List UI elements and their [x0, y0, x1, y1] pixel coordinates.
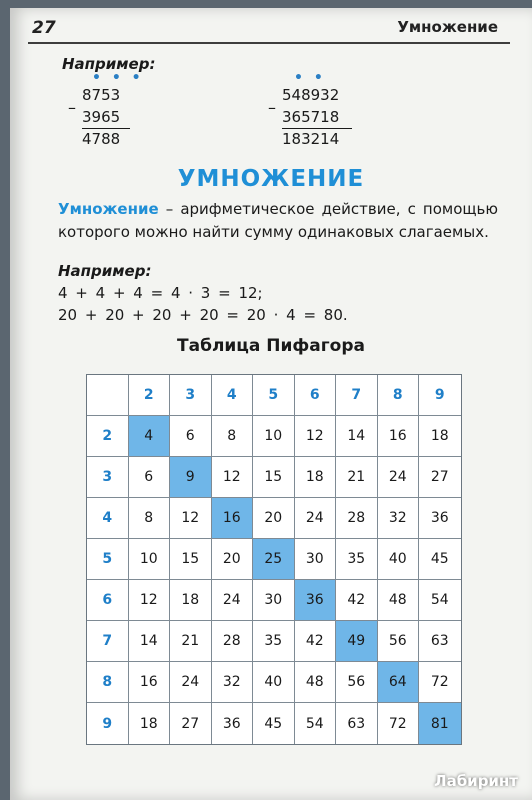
product-cell: 16 — [378, 416, 420, 457]
product-cell: 36 — [212, 703, 254, 744]
minus-sign-right: – — [268, 98, 276, 117]
product-cell: 45 — [253, 703, 295, 744]
product-cell: 40 — [378, 539, 420, 580]
product-cell: 16 — [129, 662, 171, 703]
product-cell: 32 — [378, 498, 420, 539]
product-cell: 48 — [295, 662, 337, 703]
sum-line-right — [282, 128, 352, 129]
running-title: Умножение — [397, 18, 498, 36]
product-cell: 32 — [212, 662, 254, 703]
row-header: 4 — [87, 498, 129, 539]
product-cell: 56 — [378, 621, 420, 662]
row-header: 2 — [87, 416, 129, 457]
square-cell: 16 — [212, 498, 254, 539]
product-cell: 27 — [170, 703, 212, 744]
definition-term: Умножение — [58, 200, 159, 218]
column-header: 2 — [129, 375, 171, 416]
row-header: 5 — [87, 539, 129, 580]
table-title: Таблица Пифагора — [177, 336, 365, 356]
product-cell: 35 — [336, 539, 378, 580]
square-cell: 36 — [295, 580, 337, 621]
product-cell: 6 — [170, 416, 212, 457]
example-line-1: 4 + 4 + 4 = 4 · 3 = 12; — [58, 284, 263, 302]
example-line-2: 20 + 20 + 20 + 20 = 20 · 4 = 80. — [58, 306, 348, 324]
definition-paragraph — [58, 198, 498, 244]
product-cell: 36 — [419, 498, 461, 539]
product-cell: 8 — [212, 416, 254, 457]
product-cell: 8 — [129, 498, 171, 539]
square-cell: 64 — [378, 662, 420, 703]
header-rule — [28, 42, 510, 44]
sum-line-left — [82, 128, 130, 129]
product-cell: 54 — [419, 580, 461, 621]
product-cell: 14 — [336, 416, 378, 457]
row-header: 3 — [87, 457, 129, 498]
product-cell: 12 — [170, 498, 212, 539]
product-cell: 18 — [170, 580, 212, 621]
table-corner-cell — [87, 375, 129, 416]
product-cell: 15 — [253, 457, 295, 498]
minuend-left: 8753 — [82, 86, 121, 104]
product-cell: 48 — [378, 580, 420, 621]
subtrahend-right: 365718 — [282, 108, 340, 126]
square-cell: 81 — [419, 703, 461, 744]
square-cell: 4 — [129, 416, 171, 457]
row-header: 7 — [87, 621, 129, 662]
row-header: 6 — [87, 580, 129, 621]
product-cell: 54 — [295, 703, 337, 744]
product-cell: 27 — [419, 457, 461, 498]
column-header: 8 — [378, 375, 420, 416]
product-cell: 20 — [212, 539, 254, 580]
product-cell: 28 — [212, 621, 254, 662]
product-cell: 40 — [253, 662, 295, 703]
product-cell: 24 — [378, 457, 420, 498]
minus-sign-left: – — [68, 98, 76, 117]
definition-text: – арифметическое действие, с помощью которого можно найти сумму одинаковых слагаемых. — [58, 200, 498, 241]
example-label-top: Например: — [62, 55, 156, 73]
difference-right: 183214 — [282, 130, 340, 148]
product-cell: 10 — [253, 416, 295, 457]
minuend-right: 548932 — [282, 86, 340, 104]
product-cell: 21 — [336, 457, 378, 498]
borrow-dots-left: • • • — [92, 70, 144, 86]
product-cell: 18 — [419, 416, 461, 457]
product-cell: 24 — [295, 498, 337, 539]
page-header — [10, 8, 532, 48]
borrow-dots-right: • • — [294, 70, 326, 86]
product-cell: 45 — [419, 539, 461, 580]
product-cell: 72 — [419, 662, 461, 703]
product-cell: 30 — [253, 580, 295, 621]
product-cell: 6 — [129, 457, 171, 498]
row-header: 9 — [87, 703, 129, 744]
product-cell: 20 — [253, 498, 295, 539]
product-cell: 24 — [170, 662, 212, 703]
example-label-multiplication: Например: — [58, 262, 152, 280]
column-header: 3 — [170, 375, 212, 416]
product-cell: 35 — [253, 621, 295, 662]
section-title: УМНОЖЕНИЕ — [177, 166, 365, 192]
product-cell: 18 — [129, 703, 171, 744]
product-cell: 42 — [295, 621, 337, 662]
product-cell: 63 — [336, 703, 378, 744]
subtraction-left — [82, 84, 120, 150]
column-header: 6 — [295, 375, 337, 416]
product-cell: 18 — [295, 457, 337, 498]
watermark: Лабиринт — [434, 772, 518, 790]
product-cell: 10 — [129, 539, 171, 580]
product-cell: 42 — [336, 580, 378, 621]
pythagoras-table — [86, 374, 462, 745]
row-header: 8 — [87, 662, 129, 703]
subtraction-right — [282, 84, 339, 150]
product-cell: 24 — [212, 580, 254, 621]
product-cell: 12 — [129, 580, 171, 621]
square-cell: 25 — [253, 539, 295, 580]
subtrahend-left: 3965 — [82, 108, 121, 126]
product-cell: 63 — [419, 621, 461, 662]
product-cell: 30 — [295, 539, 337, 580]
product-cell: 15 — [170, 539, 212, 580]
product-cell: 12 — [295, 416, 337, 457]
product-cell: 72 — [378, 703, 420, 744]
column-header: 4 — [212, 375, 254, 416]
product-cell: 28 — [336, 498, 378, 539]
column-header: 9 — [419, 375, 461, 416]
product-cell: 14 — [129, 621, 171, 662]
book-page — [10, 8, 532, 800]
product-cell: 12 — [212, 457, 254, 498]
page-number: 27 — [32, 18, 56, 38]
column-header: 5 — [253, 375, 295, 416]
square-cell: 9 — [170, 457, 212, 498]
square-cell: 49 — [336, 621, 378, 662]
product-cell: 56 — [336, 662, 378, 703]
product-cell: 21 — [170, 621, 212, 662]
difference-left: 4788 — [82, 130, 121, 148]
column-header: 7 — [336, 375, 378, 416]
